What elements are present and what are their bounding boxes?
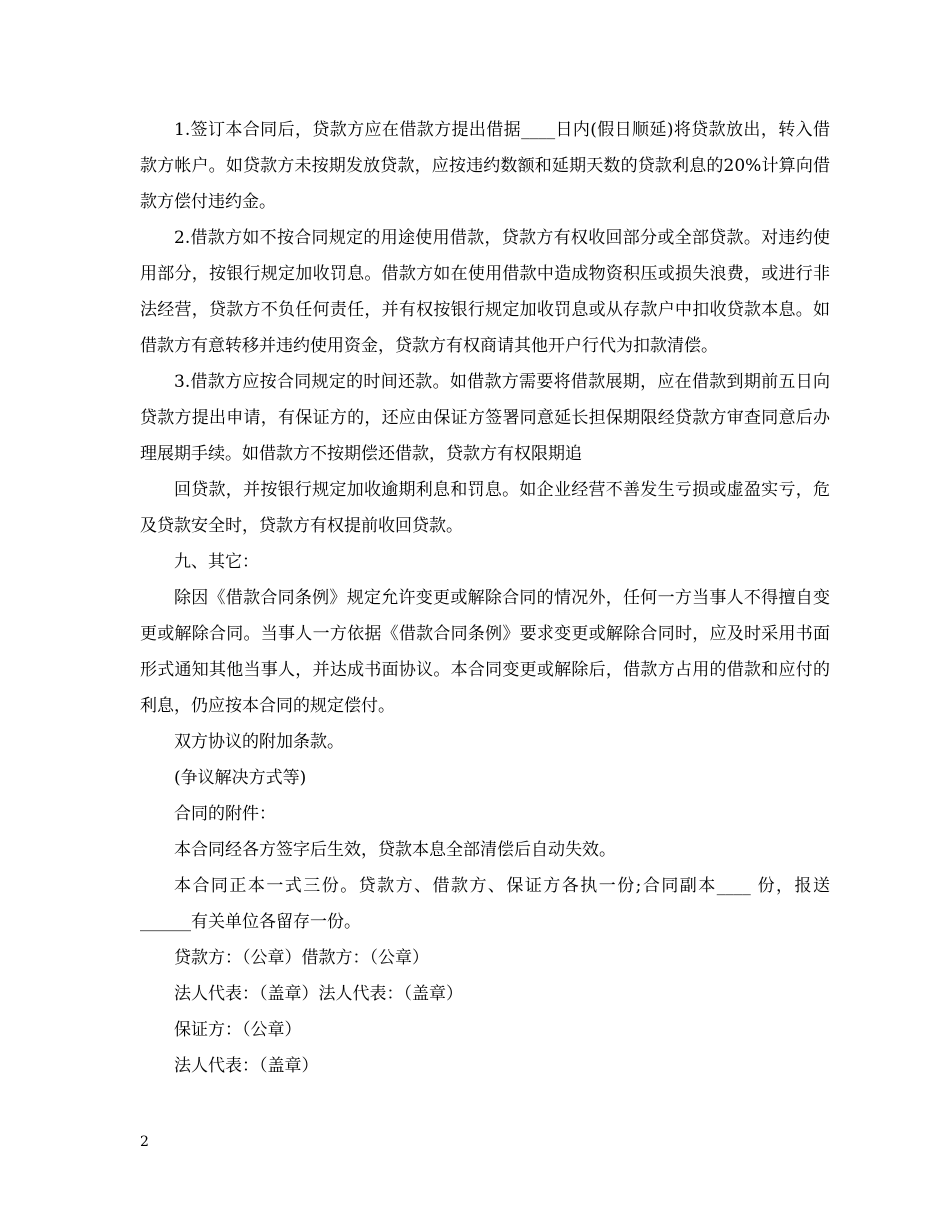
paragraph-dispute-resolution: (争议解决方式等): [174, 768, 307, 788]
paragraph-effectiveness: 本合同经各方签字后生效，贷款本息全部清偿后自动失效。: [174, 840, 616, 860]
paragraph-additional-terms: 双方协议的附加条款。: [174, 732, 344, 752]
signature-legal-representatives: 法人代表：（盖章）法人代表：（盖章）: [174, 984, 463, 1004]
paragraph-clause-2: 2.借款方如不按合同规定的用途使用借款，贷款方有权收回部分或全部贷款。对违约使用部分，按银行规定加收罚息。借款方如在使用借款中造成物资积压或损失浪费，或进行非法经营，贷款方不负任何责任，并有权按银行规定加收罚息或从存款户中扣收贷款本息。如借款方有意转移并违约使用资金，贷款方有权商请其他开户行代为扣款清偿。: [140, 228, 830, 356]
signature-guarantor: 保证方：（公章）: [174, 1020, 302, 1040]
signature-guarantor-legal-representative: 法人代表：（盖章）: [174, 1056, 319, 1076]
signature-lender-borrower: 贷款方：（公章）借款方：（公章）: [174, 948, 429, 968]
paragraph-contract-change: 除因《借款合同条例》规定允许变更或解除合同的情况外，任何一方当事人不得擅自变更或解除合同。当事人一方依据《借款合同条例》要求变更或解除合同时，应及时采用书面形式通知其他当事人，并达成书面协议。本合同变更或解除后，借款方占用的借款和应付的利息，仍应按本合同的规定偿付。: [140, 588, 830, 716]
paragraph-attachments: 合同的附件：: [174, 804, 276, 824]
page-number: 2: [140, 1134, 149, 1150]
paragraph-copies: 本合同正本一式三份。贷款方、借款方、保证方各执一份;合同副本____ 份，报送______有关单位各留存一份。: [140, 876, 830, 932]
paragraph-clause-3: 3.借款方应按合同规定的时间还款。如借款方需要将借款展期，应在借款到期前五日向贷款方提出申请，有保证方的，还应由保证方签署同意延长担保期限经贷款方审查同意后办理展期手续。如借款方不按期偿还借款，贷款方有权限期追: [140, 372, 830, 464]
section-heading-other: 九、其它：: [174, 552, 259, 572]
document-body: [140, 112, 830, 1084]
paragraph-clause-1: 1.签订本合同后，贷款方应在借款方提出借据____日内(假日顺延)将贷款放出，转入借款方帐户。如贷款方未按期发放贷款，应按违约数额和延期天数的贷款利息的20%计算向借款方偿付违约金。: [140, 120, 830, 212]
paragraph-clause-3-continued: 回贷款，并按银行规定加收逾期利息和罚息。如企业经营不善发生亏损或虚盈实亏，危及贷款安全时，贷款方有权提前收回贷款。: [140, 480, 830, 536]
